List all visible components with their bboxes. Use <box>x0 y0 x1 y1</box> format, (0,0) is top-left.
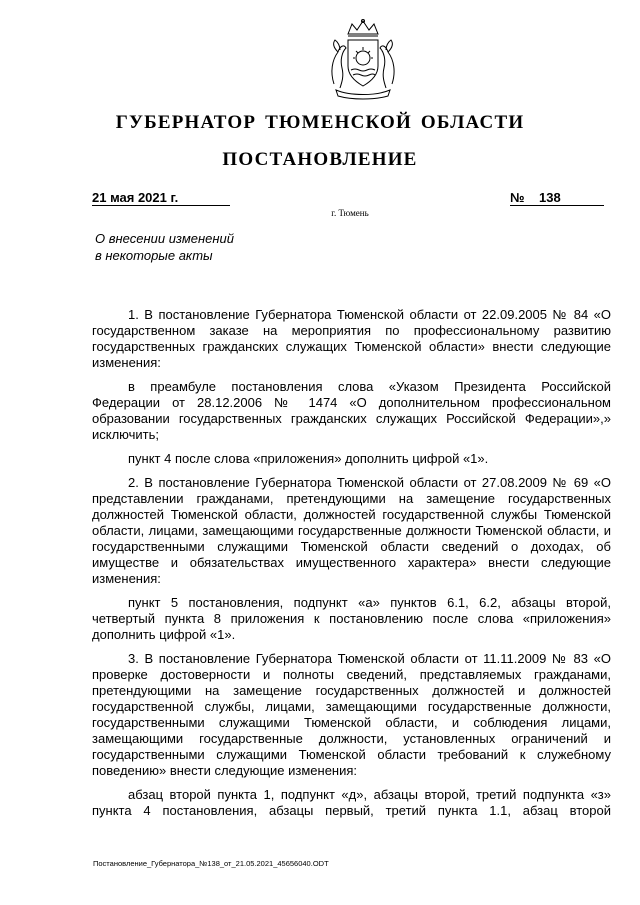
footer-filename: Постановление_Губернатора_№138_от_21.05.2021_45656040.ODT <box>93 859 329 868</box>
coat-of-arms-icon <box>326 18 400 102</box>
subject-line: О внесении изменений <box>95 231 234 246</box>
document-subject <box>95 230 234 264</box>
paragraph: пункт 5 постановления, подпункт «а» пунктов 6.1, 6.2, абзацы второй, четвертый пункта 8 приложения к постановлению после слова «приложения» дополнить цифрой «1». <box>92 595 611 642</box>
document-number: 138 <box>539 190 561 205</box>
document-body <box>92 307 611 827</box>
paragraph: в преамбуле постановления слова «Указом Президента Российской Федерации от 28.12.2006 № 1474 «О дополнительном профессиональном образовании государственных гражданских служащих Российской Федерации»,» исключить; <box>92 379 611 442</box>
paragraph: 2. В постановление Губернатора Тюменской области от 27.08.2009 № 69 «О представлении гражданами, претендующими на замещение государственных должностей Тюменской области, должностей государственной службы Тюменской области, лицами, замещающими государственные должности Тюменской области, и государственными служащими Тюменской области сведений о доходах, об имуществе и обязательствах имущественного характера» внести следующие изменения: <box>92 475 611 586</box>
paragraph: 3. В постановление Губернатора Тюменской области от 11.11.2009 № 83 «О проверке достоверности и полноты сведений, представляемых гражданами, претендующими на замещение государственных должностей и должностей государственной службы, лицами, замещающими государственные должности, государственными служащими Тюменской области, и соблюдения лицами, замещающими государственные должности, установленных ограничений и государственными служащими Тюменской области требований к служебному поведению» внести следующие изменения: <box>92 651 611 778</box>
paragraph: 1. В постановление Губернатора Тюменской области от 22.09.2005 № 84 «О государственном заказе на мероприятия по профессиональному развитию государственных гражданских служащих Тюменской области» внести следующие изменения: <box>92 307 611 370</box>
document-date: 21 мая 2021 г. <box>92 190 230 206</box>
document-city: г. Тюмень <box>331 208 369 218</box>
governor-title: ГУБЕРНАТОР ТЮМЕНСКОЙ ОБЛАСТИ <box>115 112 525 133</box>
paragraph: абзац второй пункта 1, подпункт «д», абзацы второй, третий подпункта «з» пункта 4 постановления, абзацы первый, третий пункта 1.1, абзац второй <box>92 787 611 818</box>
document-number-field <box>510 190 604 206</box>
subject-line: в некоторые акты <box>95 248 213 263</box>
document-type: ПОСТАНОВЛЕНИЕ <box>222 149 418 170</box>
paragraph: пункт 4 после слова «приложения» дополнить цифрой «1». <box>128 451 489 466</box>
number-sign: № <box>510 190 525 205</box>
